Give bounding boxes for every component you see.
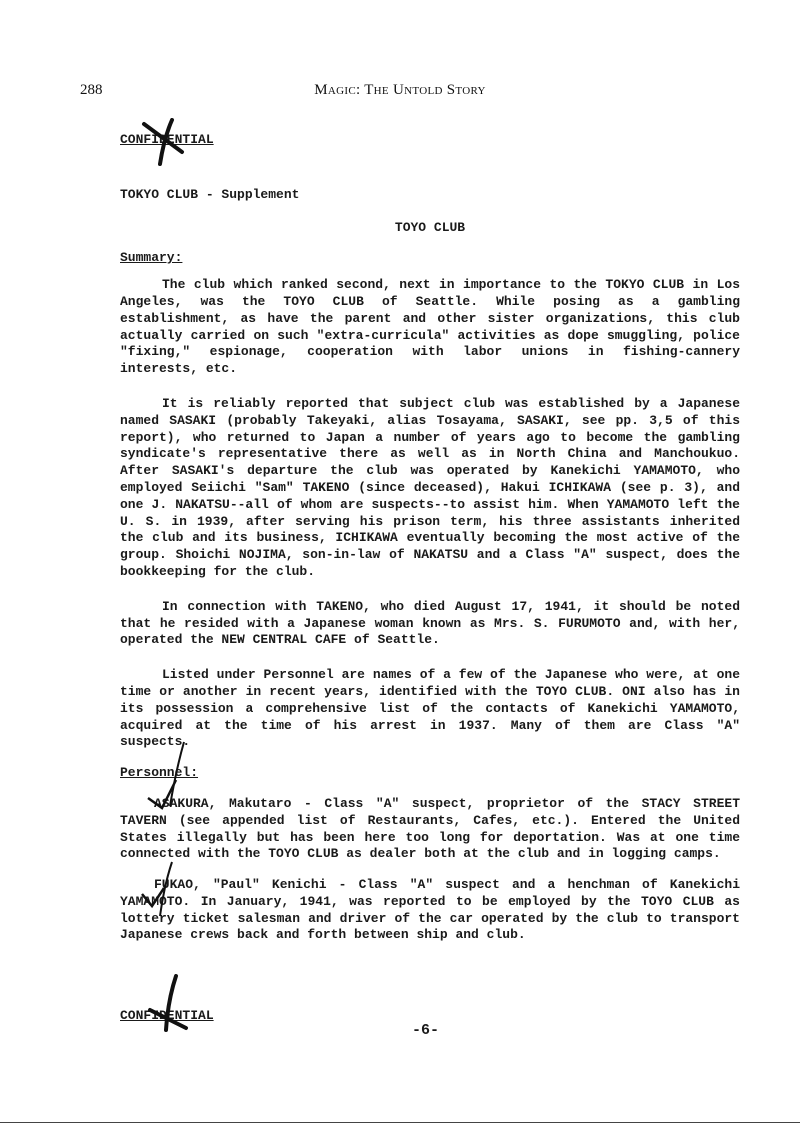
summary-paragraph: In connection with TAKENO, who died August 17, 1941, it should be noted that he resided with a Japanese woman known as Mrs. S. FURUMOTO and, with her, operated the NEW CENTRAL CAFE of Seattle. xyxy=(120,598,740,648)
handwritten-check-mark-icon xyxy=(138,860,188,920)
classification-stamp-top: CONFIDENTIAL xyxy=(120,132,740,149)
handwritten-check-mark-icon xyxy=(140,740,200,810)
document-footer xyxy=(120,1008,740,1039)
document-title: TOYO CLUB xyxy=(394,219,466,235)
document-page-marker: -6- xyxy=(412,1022,440,1039)
summary-heading: Summary: xyxy=(120,250,183,266)
running-head: Magic: The Untold Story xyxy=(314,82,486,98)
personnel-heading: Personnel: xyxy=(120,765,199,781)
personnel-entry: ASAKURA, Makutaro - Class "A" suspect, proprietor of the STACY STREET TAVERN (see appended list of Restaurants, Cafes, etc.). Entered the United States illegally but has been here too long for deportation. Was at one time connected with the TOYO CLUB as dealer both at the club and in logging camps. xyxy=(120,795,740,862)
page-edge-rule xyxy=(0,1122,800,1123)
summary-paragraph: The club which ranked second, next in importance to the TOKYO CLUB in Los Angeles, was the TOYO CLUB of Seattle. While posing as a gambling establishment, as have the parent and other sister organizations, this club actually carried on such "extra-curricula" activities as dope smuggling, police "fixing," espionage, cooperation with labor unions in fishing-cannery interests, etc. xyxy=(120,277,740,377)
cross-out-mark-icon xyxy=(142,974,192,1034)
document-body xyxy=(120,132,740,944)
summary-paragraph: Listed under Personnel are names of a few of the Japanese who were, at one time or another in recent years, identified with the TOYO CLUB. ONI also has in its possession a comprehensive list of the contacts of Kanekichi YAMAMOTO, acquired at the time of his arrest in 1937. Many of them are Class "A" suspects. xyxy=(120,667,740,750)
personnel-entry: FUKAO, "Paul" Kenichi - Class "A" suspect and a henchman of Kanekichi YAMAMOTO. In January, 1941, was reported to be employed by the TOYO CLUB as lottery ticket salesman and driver of the car operated by the club to transport Japanese crews back and forth between ship and club. xyxy=(120,877,740,943)
summary-paragraph: It is reliably reported that subject club was established by a Japanese named SASAKI (probably Takeyaki, alias Tosayama, SASAKI, see pp. 3,5 of this report), who returned to Japan a number of years ago to become the gambling syndicate's representative there as well as in North China and Manchoukuo. After SASAKI's departure the club was operated by Kanekichi YAMAMOTO, who employed Seiichi "Sam" TAKENO (since deceased), Hakui ICHIKAWA (see p. 3), and one J. NAKATSU--all of whom are suspects--to assist him. When YAMAMOTO left the U. S. in 1939, after serving his prison term, his three assistants inherited the club and its business, ICHIKAWA eventually becoming the most active of the group. Shoichi NOJIMA, son-in-law of NAKATSU and a Class "A" suspect, does the bookkeeping for the club. xyxy=(120,395,740,579)
book-page-number: 288 xyxy=(80,82,103,98)
cross-out-mark-icon xyxy=(138,118,188,166)
classification-stamp-bottom: CONFIDENTIAL xyxy=(120,1008,214,1023)
document-subtitle: TOKYO CLUB - Supplement xyxy=(120,186,300,202)
